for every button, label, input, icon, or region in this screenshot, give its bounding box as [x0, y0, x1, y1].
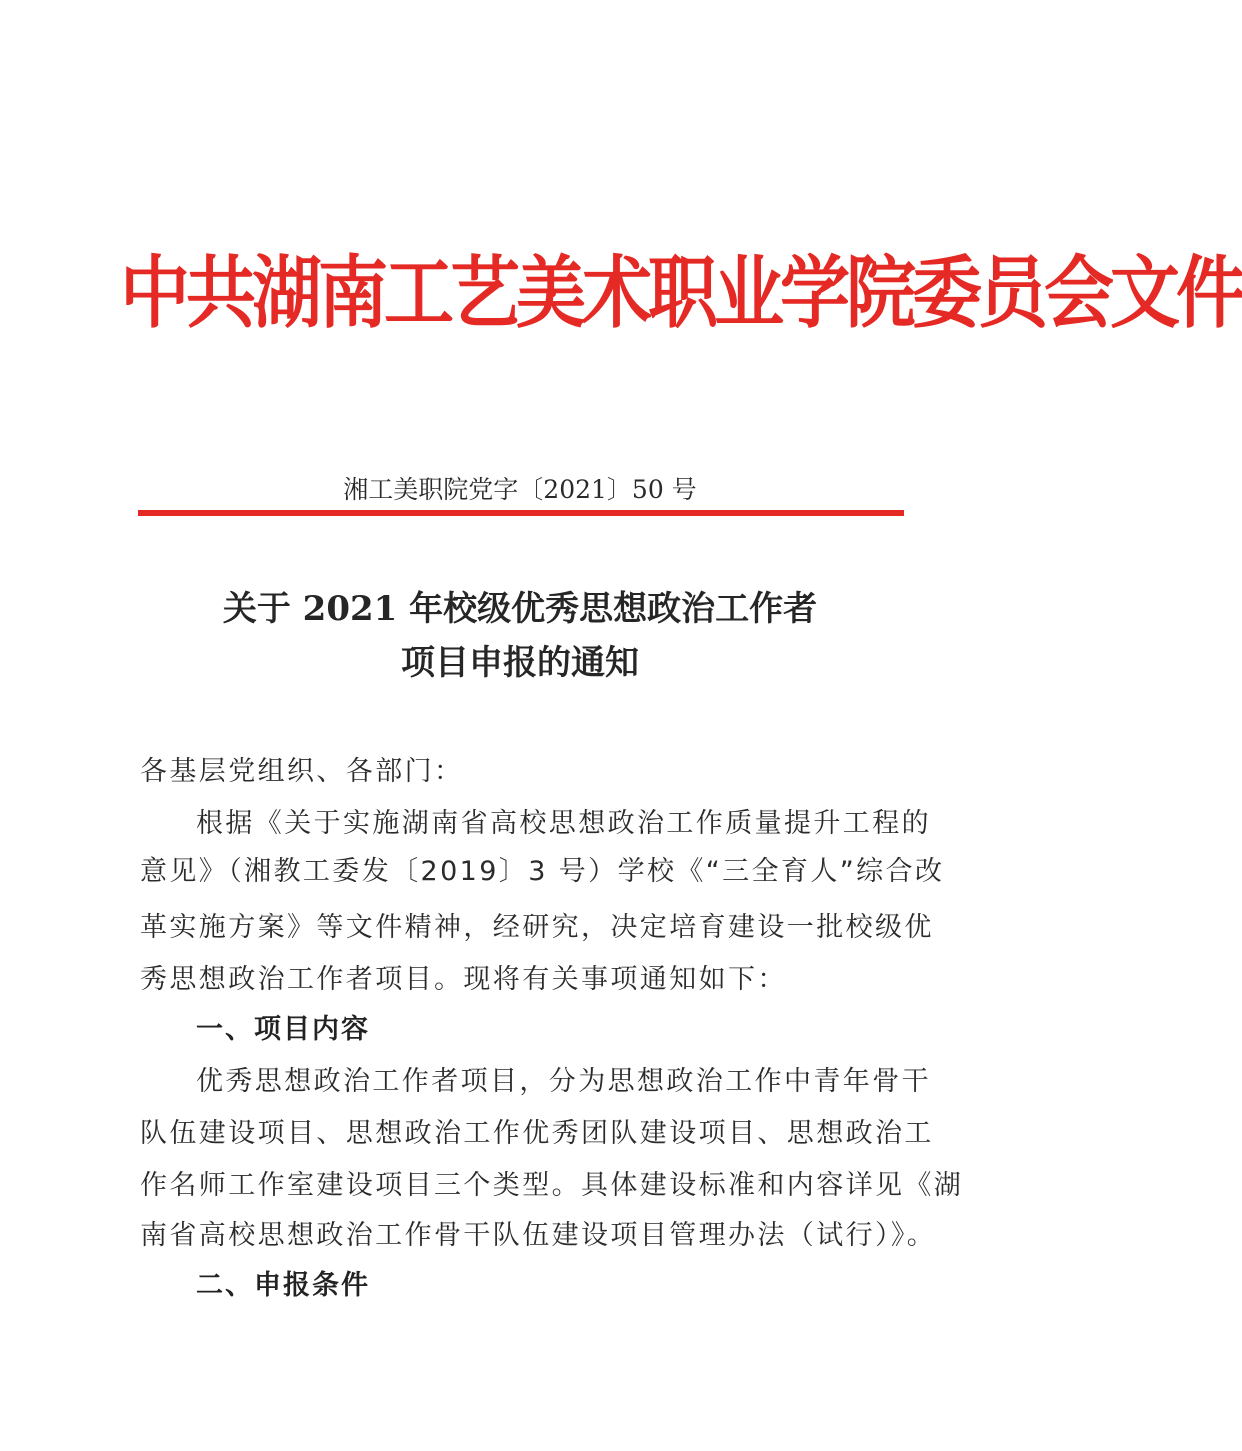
section-heading-project-content: 一、项目内容	[196, 1014, 370, 1045]
paragraph1-line: 意见》（湘教工委发〔2019〕3 号）学校《“三全育人”综合改	[140, 856, 945, 887]
notice-title-line-1: 关于 2021 年校级优秀思想政治工作者	[222, 589, 818, 629]
paragraph1-line: 根据《关于实施湖南省高校思想政治工作质量提升工程的	[196, 808, 931, 839]
salutation: 各基层党组织、各部门：	[140, 756, 464, 787]
masthead-title: 中共湖南工艺美术职业学院委员会文件	[120, 247, 1242, 339]
section-heading-application-conditions: 二、申报条件	[196, 1270, 370, 1301]
document-number: 湘工美职院党字〔2021〕50 号	[343, 475, 697, 504]
paragraph2-line: 优秀思想政治工作者项目，分为思想政治工作中青年骨干	[196, 1066, 931, 1097]
paragraph2-line: 队伍建设项目、思想政治工作优秀团队建设项目、思想政治工	[140, 1118, 934, 1149]
paragraph2-line: 南省高校思想政治工作骨干队伍建设项目管理办法（试行）》。	[140, 1220, 937, 1251]
paragraph1-line: 革实施方案》等文件精神，经研究，决定培育建设一批校级优	[140, 912, 934, 943]
notice-title-line-2: 项目申报的通知	[401, 643, 639, 683]
paragraph1-line: 秀思想政治工作者项目。现将有关事项通知如下：	[140, 964, 787, 995]
paragraph2-line: 作名师工作室建设项目三个类型。具体建设标准和内容详见《湖	[140, 1170, 964, 1201]
red-divider-line	[138, 510, 904, 516]
